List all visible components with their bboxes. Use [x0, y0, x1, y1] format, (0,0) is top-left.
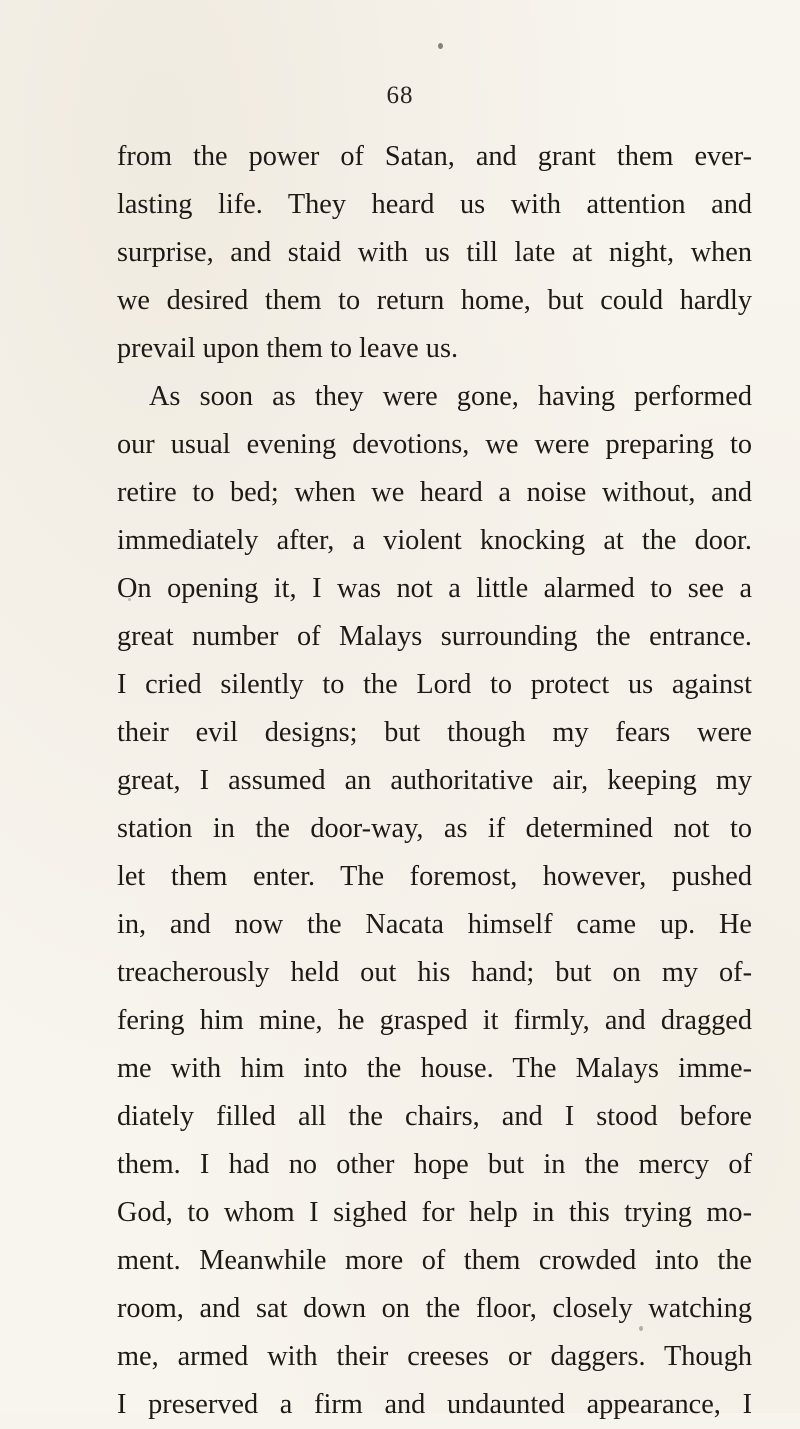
- text-line: God, to whom I sighed for help in this trying mo-: [117, 1197, 752, 1228]
- text-line: I preserved a firm and undaunted appearance, I: [117, 1389, 752, 1420]
- text-line: immediately after, a violent knocking at the door.: [117, 525, 752, 556]
- text-line: On opening it, I was not a little alarmed to see a: [117, 573, 752, 604]
- text-line: room, and sat down on the floor, closely watching: [117, 1293, 752, 1324]
- text-line: me with him into the house. The Malays imme-: [117, 1053, 752, 1084]
- text-line: our usual evening devotions, we were preparing to: [117, 429, 752, 460]
- text-line: I cried silently to the Lord to protect us against: [117, 669, 752, 700]
- text-line: me, armed with their creeses or daggers. Though: [117, 1341, 752, 1372]
- text-line: their evil designs; but though my fears were: [117, 717, 752, 748]
- text-line: As soon as they were gone, having performed: [149, 381, 752, 412]
- text-line: diately filled all the chairs, and I stood before: [117, 1101, 752, 1132]
- text-line: treacherously held out his hand; but on my of-: [117, 957, 752, 988]
- text-line: great number of Malays surrounding the entrance.: [117, 621, 752, 652]
- text-line: retire to bed; when we heard a noise without, and: [117, 477, 752, 508]
- text-line: we desired them to return home, but could hardly: [117, 285, 752, 316]
- text-line: station in the door-way, as if determined not to: [117, 813, 752, 844]
- text-line: in, and now the Nacata himself came up. He: [117, 909, 752, 940]
- text-line: fering him mine, he grasped it firmly, and dragged: [117, 1005, 752, 1036]
- body-text: [117, 133, 752, 1429]
- text-line: lasting life. They heard us with attention and: [117, 189, 752, 220]
- text-line: great, I assumed an authoritative air, keeping my: [117, 765, 752, 796]
- text-line: from the power of Satan, and grant them ever-: [117, 141, 752, 172]
- page-number: 68: [386, 82, 414, 109]
- ink-speck: [438, 43, 443, 49]
- text-line: surprise, and staid with us till late at night, when: [117, 237, 752, 268]
- text-line: ment. Meanwhile more of them crowded into the: [117, 1245, 752, 1276]
- text-line: them. I had no other hope but in the mercy of: [117, 1149, 752, 1180]
- text-line: prevail upon them to leave us.: [117, 333, 459, 364]
- text-line: let them enter. The foremost, however, pushed: [117, 861, 752, 892]
